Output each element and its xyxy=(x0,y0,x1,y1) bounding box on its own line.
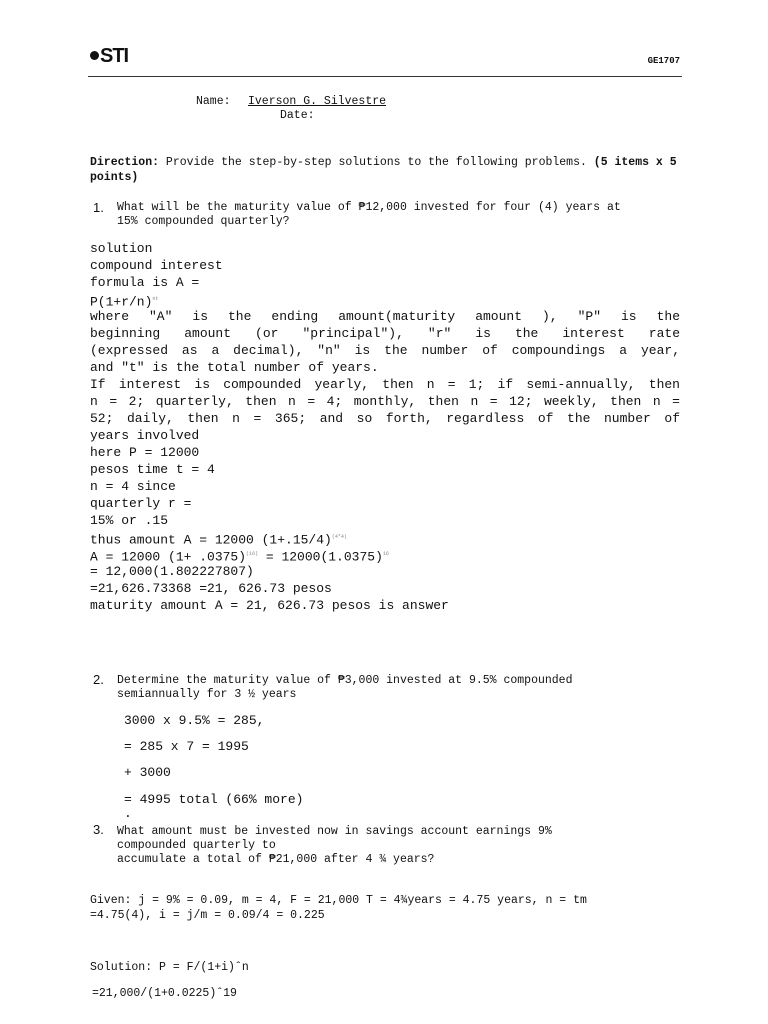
solution-line: solution xyxy=(90,241,153,256)
question-1-text-line2: 15% compounded quarterly? xyxy=(117,215,290,228)
equation-text: A = 12000 (1+ .0375) xyxy=(90,549,247,565)
formula-exponent: nt xyxy=(152,296,159,302)
question-3-solution-line1: Solution: P = F/(1+i)ˆn xyxy=(90,961,249,974)
direction-text: Provide the step-by-step solutions to the following problems. xyxy=(159,156,587,169)
solution-line: where "A" is the ending amount(maturity amount ), "P" is the xyxy=(90,309,680,324)
solution-equation-line xyxy=(90,529,680,546)
solution-line: If interest is compounded yearly, then n = 1; if semi-annually, then xyxy=(90,377,680,392)
solution-line: n = 4 since xyxy=(90,479,176,494)
equation-text: thus amount A = 12000 (1+.15/4) xyxy=(90,532,332,548)
question-2-work-line: = 285 x 7 = 1995 xyxy=(124,739,249,754)
question-3-text-line2: compounded quarterly to xyxy=(117,839,276,852)
direction-label: Direction: xyxy=(90,156,160,169)
solution-line: pesos time t = 4 xyxy=(90,462,215,477)
name-value: Iverson G. Silvestre xyxy=(248,95,387,108)
solution-line: 52; daily, then n = 365; and so forth, regardless of the number of xyxy=(90,411,680,426)
question-1-text-line1: What will be the maturity value of ₱12,000 invested for four (4) years at xyxy=(117,201,621,214)
course-code: GE1707 xyxy=(647,56,680,66)
solution-line: n = 2; quarterly, then n = 4; monthly, then n = 12; weekly, then n = xyxy=(90,394,680,409)
direction-points: (5 items x 5 points) xyxy=(90,156,677,184)
solution-equation-line xyxy=(90,546,680,563)
solution-line: (expressed as a decimal), "n" is the number of compoundings a year, xyxy=(90,343,680,358)
solution-line: formula is A = xyxy=(90,275,200,290)
date-label: Date: xyxy=(280,109,315,122)
name-label: Name: xyxy=(196,95,231,108)
equation-text: = 12000(1.0375) xyxy=(258,549,383,565)
question-3-solution-line2: =21,000/(1+0.0225)ˆ19 xyxy=(92,987,237,1000)
equation-exponent: 16 xyxy=(382,551,389,557)
solution-line: and "t" is the total number of years. xyxy=(90,360,379,375)
question-1-number: 1. xyxy=(93,200,104,215)
equation-exponent: (4*4) xyxy=(331,534,347,540)
question-2-text-line2: semiannually for 3 ½ years xyxy=(117,688,297,701)
logo-text: STI xyxy=(100,45,129,67)
question-3-number: 3. xyxy=(93,822,104,837)
question-2-work-line: 3000 x 9.5% = 285, xyxy=(124,713,265,728)
logo-mark-icon xyxy=(90,51,99,60)
solution-line: quarterly r = xyxy=(90,496,192,511)
solution-line: =21,626.73368 =21, 626.73 pesos xyxy=(90,581,332,596)
solution-line: compound interest xyxy=(90,258,223,273)
question-3-given-line1: Given: j = 9% = 0.09, m = 4, F = 21,000 T = 4¾years = 4.75 years, n = tm xyxy=(90,894,587,907)
question-3-given-line2: =4.75(4), i = j/m = 0.09/4 = 0.225 xyxy=(90,909,325,922)
solution-line: beginning amount (or "principal"), "r" is the interest rate xyxy=(90,326,680,341)
solution-line: = 12,000(1.802227807) xyxy=(90,564,254,579)
question-2-work-line: = 4995 total (66% more) xyxy=(124,792,304,807)
question-3-text-line3: accumulate a total of ₱21,000 after 4 ¾ years? xyxy=(117,853,435,866)
direction-paragraph xyxy=(90,155,680,185)
question-2-text-line1: Determine the maturity value of ₱3,000 invested at 9.5% compounded xyxy=(117,674,573,687)
solution-answer-line: maturity amount A = 21, 626.73 pesos is answer xyxy=(90,598,449,613)
header-divider xyxy=(88,76,682,77)
solution-line: years involved xyxy=(90,428,200,443)
sti-logo xyxy=(90,45,128,68)
solution-line: 15% or .15 xyxy=(90,513,169,528)
formula-text: P(1+r/n) xyxy=(90,294,153,310)
question-2-work-line: . xyxy=(124,806,132,821)
question-2-work-line: + 3000 xyxy=(124,765,171,780)
solution-formula-line xyxy=(90,291,680,308)
question-1-solution xyxy=(90,240,680,614)
question-2-number: 2. xyxy=(93,672,104,687)
equation-exponent: (16) xyxy=(246,551,259,557)
solution-line: here P = 12000 xyxy=(90,445,200,460)
question-3-text-line1: What amount must be invested now in savings account earnings 9% xyxy=(117,825,552,838)
